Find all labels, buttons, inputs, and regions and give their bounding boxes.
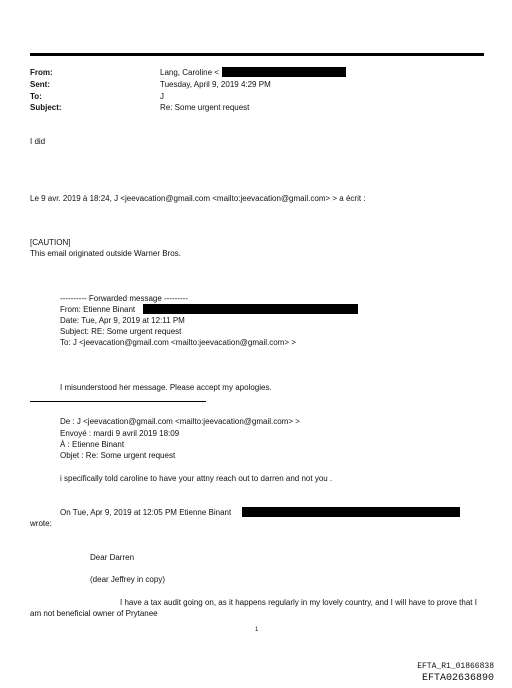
sent-label: Sent: bbox=[30, 80, 50, 89]
french-objet: Objet : Re: Some urgent request bbox=[60, 451, 176, 460]
reply-text: I did bbox=[30, 137, 46, 146]
redaction-earlier bbox=[242, 507, 460, 517]
redaction-forwarded-from bbox=[143, 304, 358, 314]
page-number: 1 bbox=[255, 627, 259, 633]
forwarded-message: I misunderstood her message. Please accept my apologies. bbox=[60, 383, 272, 392]
french-a: À : Etienne Binant bbox=[60, 440, 125, 449]
subject-label: Subject: bbox=[30, 103, 62, 112]
earlier-intro: On Tue, Apr 9, 2019 at 12:05 PM Etienne Binant bbox=[60, 508, 232, 517]
forwarded-to: To: J <jeevacation@gmail.com <mailto:jeevacation@gmail.com> > bbox=[60, 338, 296, 347]
caution-text: This email originated outside Warner Bros. bbox=[30, 249, 181, 258]
from-label: From: bbox=[30, 68, 53, 77]
forwarded-subject: Subject: RE: Some urgent request bbox=[60, 327, 182, 336]
to-value: J bbox=[160, 92, 164, 101]
bates-number-1: EFTA_R1_01866838 bbox=[417, 662, 494, 671]
separator-line bbox=[30, 401, 206, 402]
earlier-wrote: wrote: bbox=[30, 519, 52, 528]
french-envoye: Envoyé : mardi 9 avril 2019 18:09 bbox=[60, 429, 180, 438]
quote-intro: Le 9 avr. 2019 à 18:24, J <jeevacation@gmail.com <mailto:jeevacation@gmail.com> > a écrit : bbox=[30, 194, 366, 203]
subject-value: Re: Some urgent request bbox=[160, 103, 250, 112]
greeting: Dear Darren bbox=[90, 553, 135, 562]
to-label: To: bbox=[30, 92, 42, 101]
j-message: i specifically told caroline to have your attny reach out to darren and not you . bbox=[60, 474, 333, 483]
bates-number-2: EFTA02636890 bbox=[421, 673, 494, 684]
redaction-from bbox=[222, 67, 346, 77]
caution-tag: [CAUTION] bbox=[30, 238, 71, 247]
forwarded-date: Date: Tue, Apr 9, 2019 at 12:11 PM bbox=[60, 316, 185, 325]
forwarded-divider: ---------- Forwarded message --------- bbox=[60, 294, 188, 303]
french-de: De : J <jeevacation@gmail.com <mailto:jeevacation@gmail.com> > bbox=[60, 417, 300, 426]
header-rule bbox=[30, 53, 484, 56]
paragraph-line-1: I have a tax audit going on, as it happens regularly in my lovely country, and I will have to prove that I bbox=[120, 598, 477, 607]
sent-value: Tuesday, April 9, 2019 4:29 PM bbox=[160, 80, 271, 89]
paragraph-line-2: am not beneficial owner of Prytanee bbox=[30, 609, 158, 618]
cc-note: (dear Jeffrey in copy) bbox=[90, 575, 165, 584]
forwarded-from: From: Etienne Binant bbox=[60, 305, 136, 314]
from-value: Lang, Caroline < bbox=[160, 68, 219, 77]
